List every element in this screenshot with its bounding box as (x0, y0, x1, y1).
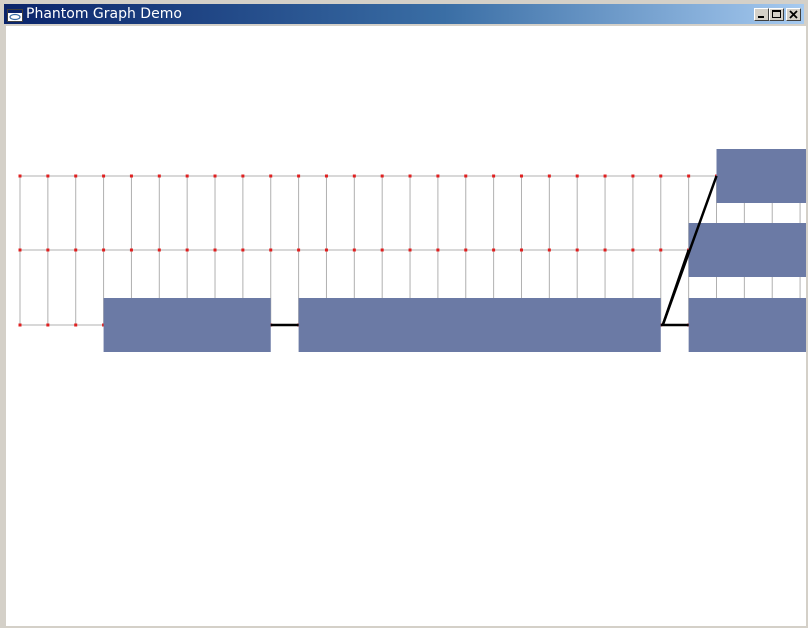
graph-node[interactable] (130, 175, 133, 178)
graph-node[interactable] (269, 249, 272, 252)
graph-node[interactable] (548, 249, 551, 252)
graph-box[interactable] (689, 298, 806, 352)
graph-node[interactable] (492, 175, 495, 178)
graph-node[interactable] (353, 249, 356, 252)
graph-node[interactable] (19, 249, 22, 252)
graph-node[interactable] (46, 249, 49, 252)
graph-node[interactable] (186, 249, 189, 252)
graph-canvas[interactable] (6, 26, 806, 626)
graph-node[interactable] (297, 249, 300, 252)
title-bar[interactable] (4, 4, 804, 24)
graph-node[interactable] (19, 324, 22, 327)
close-button[interactable] (786, 8, 801, 21)
minimize-button[interactable] (754, 8, 769, 21)
graph-node[interactable] (46, 175, 49, 178)
graph-node[interactable] (130, 249, 133, 252)
graph-node[interactable] (381, 249, 384, 252)
graph-node[interactable] (186, 175, 189, 178)
graph-node[interactable] (436, 249, 439, 252)
graph-node[interactable] (520, 249, 523, 252)
graph-node[interactable] (409, 175, 412, 178)
maximize-button[interactable] (769, 8, 784, 21)
graph-node[interactable] (464, 175, 467, 178)
graph-node[interactable] (74, 175, 77, 178)
graph-node[interactable] (576, 175, 579, 178)
graph-node[interactable] (548, 175, 551, 178)
graph-node[interactable] (46, 324, 49, 327)
graph-node[interactable] (409, 249, 412, 252)
minimize-icon (755, 9, 768, 20)
graph-node[interactable] (631, 249, 634, 252)
graph-node[interactable] (241, 175, 244, 178)
graph-node[interactable] (687, 175, 690, 178)
graph-node[interactable] (436, 175, 439, 178)
window-title: Phantom Graph Demo (26, 6, 182, 22)
graph-node[interactable] (631, 175, 634, 178)
graph-node[interactable] (158, 249, 161, 252)
graph-node[interactable] (659, 175, 662, 178)
graph-node[interactable] (241, 249, 244, 252)
graph-node[interactable] (659, 249, 662, 252)
graph-node[interactable] (381, 175, 384, 178)
graph-node[interactable] (520, 175, 523, 178)
graph-node[interactable] (353, 175, 356, 178)
graph-node[interactable] (102, 249, 105, 252)
graph-node[interactable] (604, 249, 607, 252)
graph-box[interactable] (299, 298, 661, 352)
graph-node[interactable] (297, 175, 300, 178)
graph-node[interactable] (214, 249, 217, 252)
graph-node[interactable] (74, 324, 77, 327)
graph-node[interactable] (74, 249, 77, 252)
graph-node[interactable] (604, 175, 607, 178)
close-icon (787, 9, 800, 20)
graph-svg (6, 26, 806, 626)
graph-node[interactable] (325, 249, 328, 252)
graph-node[interactable] (102, 175, 105, 178)
graph-node[interactable] (325, 175, 328, 178)
graph-node[interactable] (464, 249, 467, 252)
graph-node[interactable] (158, 175, 161, 178)
graph-node[interactable] (19, 175, 22, 178)
maximize-icon (770, 9, 783, 20)
app-window-icon[interactable] (7, 7, 23, 20)
graph-node[interactable] (214, 175, 217, 178)
graph-node[interactable] (576, 249, 579, 252)
graph-node[interactable] (269, 175, 272, 178)
graph-box[interactable] (689, 223, 806, 277)
graph-node[interactable] (492, 249, 495, 252)
graph-box[interactable] (104, 298, 271, 352)
graph-box[interactable] (717, 149, 807, 203)
